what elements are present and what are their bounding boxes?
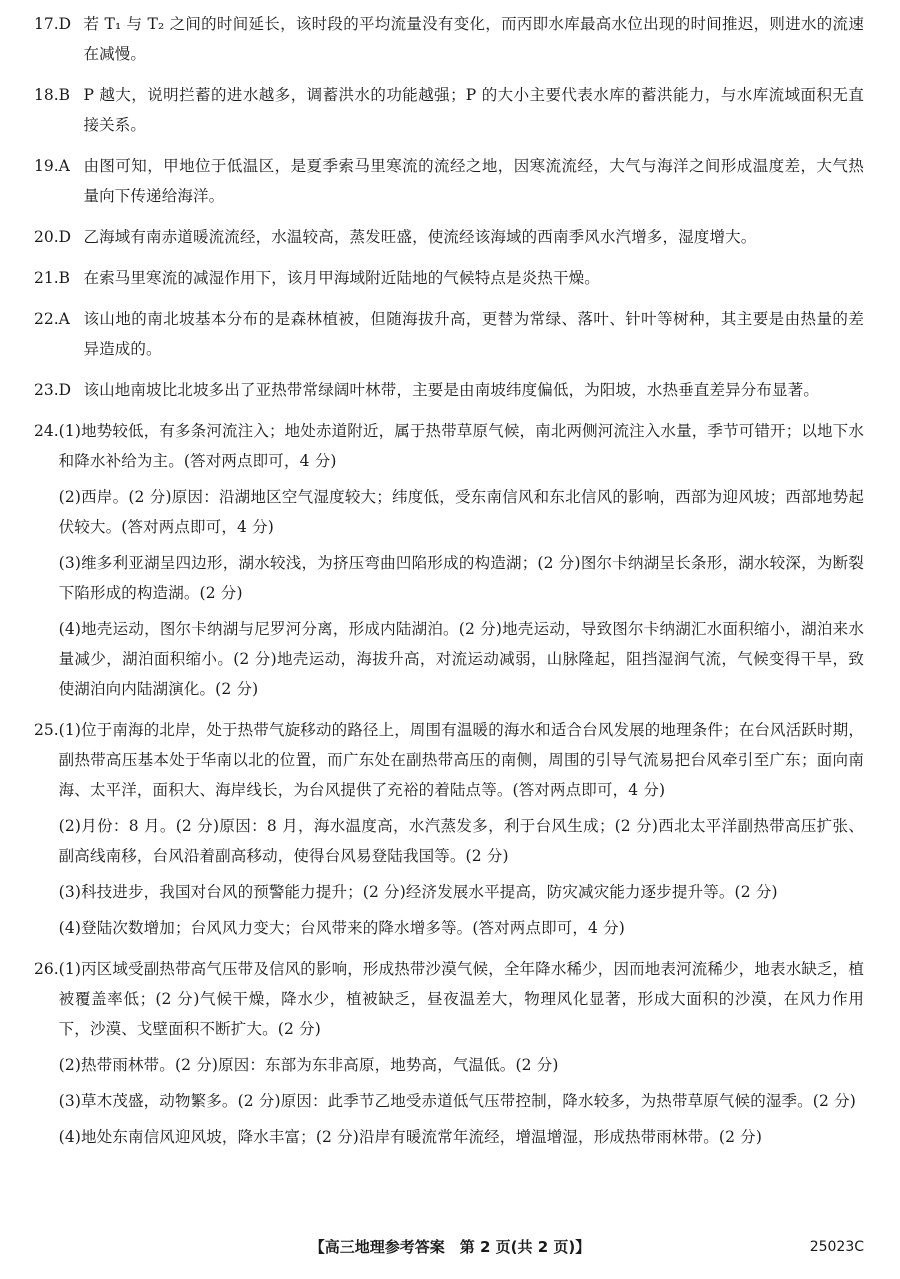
page-footer — [0, 1232, 900, 1262]
question-number: 26. — [34, 960, 59, 978]
answer-part: (2)西岸。(2 分)原因：沿湖地区空气湿度较大；纬度低，受东南信风和东北信风的影响，西部为迎风坡；西部地势起伏较大。(答对两点即可，4 分) — [58, 488, 864, 536]
answer-explanation: 由图可知，甲地位于低温区，是夏季索马里寒流的流经之地，因寒流流经，大气与海洋之间形成温度差，大气热量向下传递给海洋。 — [83, 157, 864, 205]
answer-item-19 — [34, 151, 864, 211]
question-number: 18. — [34, 86, 59, 104]
answer-letter: A — [58, 310, 70, 328]
answer-item-20 — [34, 222, 864, 252]
answer-part: (3)维多利亚湖呈四边形，湖水较浅，为挤压弯曲凹陷形成的构造湖；(2 分)图尔卡纳湖呈长条形，湖水较深，为断裂下陷形成的构造湖。(2 分) — [58, 554, 864, 602]
answer-part: (4)登陆次数增加；台风风力变大；台风带来的降水增多等。(答对两点即可，4 分) — [58, 919, 625, 937]
answer-part: (3)草木茂盛，动物繁多。(2 分)原因：此季节乙地受赤道低气压带控制，降水较多，为热带草原气候的湿季。(2 分) — [58, 1092, 856, 1110]
answer-letter: D — [58, 15, 72, 33]
answer-part: (2)月份：8 月。(2 分)原因：8 月，海水温度高，水汽蒸发多，利于台风生成；(2 分)西北太平洋副热带高压扩张、副高线南移，台风沿着副高移动，使得台风易登陆我国等。(2 分) — [58, 817, 864, 865]
answer-letter: B — [58, 269, 71, 287]
answer-letter: B — [58, 86, 71, 104]
answer-part: (3)科技进步，我国对台风的预警能力提升；(2 分)经济发展水平提高，防灾减灾能力逐步提升等。(2 分) — [58, 883, 778, 901]
answer-explanation: 该山地的南北坡基本分布的是森林植被，但随海拔升高，更替为常绿、落叶、针叶等树种，其主要是由热量的差异造成的。 — [83, 310, 864, 358]
answer-item-24 — [34, 416, 864, 704]
answer-item-25 — [34, 715, 864, 943]
answer-item-18 — [34, 80, 864, 140]
answer-item-21 — [34, 263, 864, 293]
answer-part: (1)位于南海的北岸，处于热带气旋移动的路径上，周围有温暖的海水和适合台风发展的地理条件；在台风活跃时期，副热带高压基本处于华南以北的位置，而广东处在副热带高压的南侧，周围的引导气流易把台风牵引至广东；面向南海、太平洋，面积大、海岸线长，为台风提供了充裕的着陆点等。(答对两点即可，4 分) — [58, 721, 864, 799]
answer-letter: A — [58, 157, 70, 175]
question-number: 17. — [34, 15, 59, 33]
question-number: 24. — [34, 422, 59, 440]
answer-letter: D — [58, 228, 72, 246]
question-number: 21. — [34, 269, 59, 287]
answer-part: (2)热带雨林带。(2 分)原因：东部为东非高原，地势高，气温低。(2 分) — [58, 1056, 559, 1074]
answer-explanation: P 越大，说明拦蓄的进水越多，调蓄洪水的功能越强；P 的大小主要代表水库的蓄洪能力，与水库流域面积无直接关系。 — [83, 86, 864, 134]
answer-item-22 — [34, 304, 864, 364]
question-number: 22. — [34, 310, 59, 328]
answer-item-23 — [34, 375, 864, 405]
answer-part: (1)丙区域受副热带高气压带及信风的影响，形成热带沙漠气候，全年降水稀少，因而地表河流稀少，地表水缺乏，植被覆盖率低；(2 分)气候干燥，降水少，植被缺乏，昼夜温差大，物理风化显著，形成大面积的沙漠，在风力作用下，沙漠、戈壁面积不断扩大。(2 分) — [58, 960, 864, 1038]
answer-explanation: 乙海域有南赤道暖流流经，水温较高，蒸发旺盛，使流经该海域的西南季风水汽增多，湿度增大。 — [83, 228, 757, 246]
answer-item-17 — [34, 9, 864, 69]
document-code: 25023C — [809, 1239, 864, 1255]
answer-explanation: 该山地南坡比北坡多出了亚热带常绿阔叶林带，主要是由南坡纬度偏低，为阳坡，水热垂直差异分布显著。 — [83, 381, 820, 399]
answer-part: (1)地势较低，有多条河流注入；地处赤道附近，属于热带草原气候，南北两侧河流注入水量，季节可错开；以地下水和降水补给为主。(答对两点即可，4 分) — [58, 422, 864, 470]
answer-part: (4)地处东南信风迎风坡，降水丰富；(2 分)沿岸有暖流常年流经，增温增湿，形成热带雨林带。(2 分) — [58, 1128, 763, 1146]
answer-part: (4)地壳运动，图尔卡纳湖与尼罗河分离，形成内陆湖泊。(2 分)地壳运动，导致图尔卡纳湖汇水面积缩小，湖泊来水量减少，湖泊面积缩小。(2 分)地壳运动，海拔升高，对流运动减弱，山脉隆起，阻挡湿润气流，气候变得干旱，致使湖泊向内陆湖演化。(2 分) — [58, 620, 864, 698]
answer-explanation: 若 T₁ 与 T₂ 之间的时间延长，该时段的平均流量没有变化，而丙即水库最高水位出现的时间推迟，则进水的流速在减慢。 — [83, 15, 864, 63]
answer-letter: D — [58, 381, 72, 399]
question-number: 23. — [34, 381, 59, 399]
answer-item-26 — [34, 954, 864, 1152]
answer-content — [34, 9, 864, 1163]
question-number: 25. — [34, 721, 59, 739]
question-number: 19. — [34, 157, 59, 175]
question-number: 20. — [34, 228, 59, 246]
footer-title: 【高三地理参考答案 第 2 页(共 2 页)】 — [309, 1238, 591, 1256]
answer-explanation: 在索马里寒流的减湿作用下，该月甲海域附近陆地的气候特点是炎热干燥。 — [83, 269, 600, 287]
